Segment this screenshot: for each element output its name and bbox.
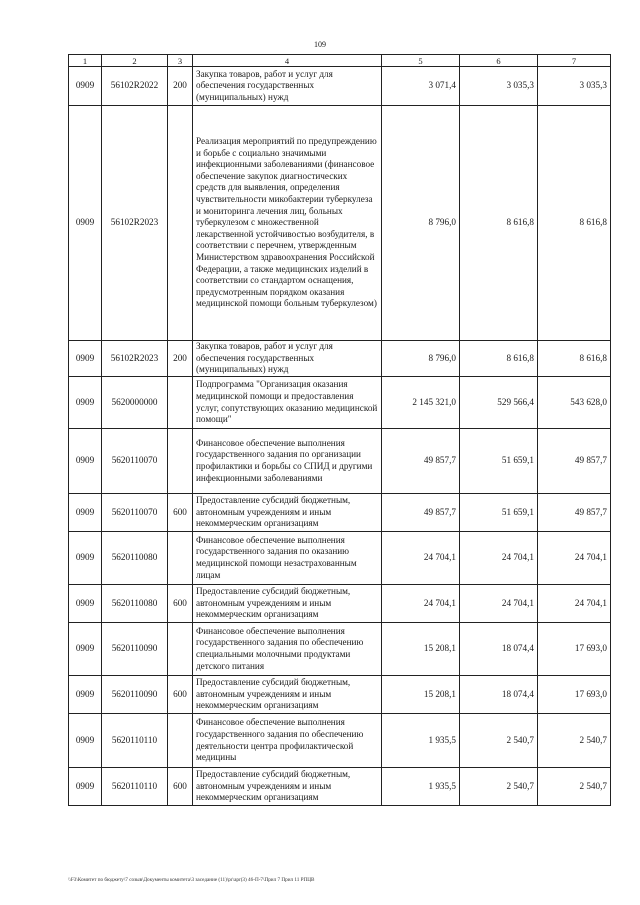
target-item-code: 5620110070 (102, 494, 168, 532)
table-row (69, 585, 611, 623)
page-number: 109 (314, 40, 326, 49)
column-header: 5 (382, 55, 460, 67)
table-row (69, 67, 611, 106)
amount-col5: 49 857,7 (382, 429, 460, 494)
amount-col7: 17 693,0 (538, 623, 611, 676)
table-row (69, 532, 611, 585)
section-code: 0909 (69, 676, 102, 714)
target-item-code: 56102R2022 (102, 67, 168, 106)
target-item-code: 5620110070 (102, 429, 168, 494)
item-name: Закупка товаров, работ и услуг для обеспечения государственных (муниципальных) нужд (193, 341, 382, 377)
expense-type-code (168, 714, 193, 768)
amount-col7: 17 693,0 (538, 676, 611, 714)
table-row (69, 341, 611, 377)
expense-type-code: 200 (168, 67, 193, 106)
table-row (69, 714, 611, 768)
expense-type-code: 600 (168, 585, 193, 623)
amount-col5: 15 208,1 (382, 676, 460, 714)
item-name: Реализация мероприятий по предупреждению и борьбе с социально значимыми инфекционными заболеваниями (финансовое обеспечение закупок диагностических средств для выявления, определения чувствительности микобактерии туберкулеза и мониторинга лечения лиц, больных туберкулезом с множественной лекарственной устойчивостью возбудителя, в соответствии с перечнем, утвержденным Министерством здравоохранения Российской Федерации, а также медицинских изделий в соответствии со стандартом оснащения, предусмотренным порядком оказания медицинской помощи больным туберкулезом) (193, 106, 382, 341)
table-row (69, 676, 611, 714)
target-item-code: 5620110110 (102, 714, 168, 768)
amount-col7: 49 857,7 (538, 494, 611, 532)
item-name: Предоставление субсидий бюджетным, автономным учреждениям и иным некоммерческим организациям (193, 585, 382, 623)
amount-col7: 8 616,8 (538, 106, 611, 341)
amount-col7: 24 704,1 (538, 532, 611, 585)
target-item-code: 5620000000 (102, 377, 168, 429)
amount-col5: 8 796,0 (382, 341, 460, 377)
header-row (69, 55, 611, 67)
amount-col6: 2 540,7 (460, 714, 538, 768)
target-item-code: 5620110090 (102, 623, 168, 676)
amount-col7: 2 540,7 (538, 714, 611, 768)
item-name: Финансовое обеспечение выполнения государственного задания по организации профилактики и борьбы со СПИД и другими инфекционными заболеваниями (193, 429, 382, 494)
column-header: 4 (193, 55, 382, 67)
amount-col6: 18 074,4 (460, 623, 538, 676)
amount-col7: 3 035,3 (538, 67, 611, 106)
amount-col6: 3 035,3 (460, 67, 538, 106)
amount-col6: 51 659,1 (460, 429, 538, 494)
target-item-code: 5620110090 (102, 676, 168, 714)
column-header: 6 (460, 55, 538, 67)
table-row (69, 106, 611, 341)
amount-col6: 51 659,1 (460, 494, 538, 532)
item-name: Предоставление субсидий бюджетным, автономным учреждениям и иным некоммерческим организациям (193, 494, 382, 532)
amount-col5: 1 935,5 (382, 714, 460, 768)
target-item-code: 56102R2023 (102, 106, 168, 341)
section-code: 0909 (69, 106, 102, 341)
amount-col7: 8 616,8 (538, 341, 611, 377)
amount-col5: 15 208,1 (382, 623, 460, 676)
item-name: Предоставление субсидий бюджетным, автономным учреждениям и иным некоммерческим организациям (193, 676, 382, 714)
target-item-code: 56102R2023 (102, 341, 168, 377)
section-code: 0909 (69, 585, 102, 623)
item-name: Финансовое обеспечение выполнения государственного задания по обеспечению деятельности центра профилактической медицины (193, 714, 382, 768)
amount-col5: 24 704,1 (382, 585, 460, 623)
amount-col5: 1 935,5 (382, 768, 460, 806)
amount-col6: 8 616,8 (460, 106, 538, 341)
amount-col6: 24 704,1 (460, 532, 538, 585)
amount-col6: 529 566,4 (460, 377, 538, 429)
section-code: 0909 (69, 67, 102, 106)
section-code: 0909 (69, 341, 102, 377)
table-row (69, 494, 611, 532)
amount-col5: 49 857,7 (382, 494, 460, 532)
item-name: Финансовое обеспечение выполнения государственного задания по обеспечению специальными молочными продуктами детского питания (193, 623, 382, 676)
column-header: 7 (538, 55, 611, 67)
amount-col6: 24 704,1 (460, 585, 538, 623)
section-code: 0909 (69, 532, 102, 585)
section-code: 0909 (69, 429, 102, 494)
amount-col6: 2 540,7 (460, 768, 538, 806)
budget-table (68, 54, 611, 806)
amount-col5: 2 145 321,0 (382, 377, 460, 429)
expense-type-code (168, 532, 193, 585)
expense-type-code: 600 (168, 494, 193, 532)
amount-col5: 24 704,1 (382, 532, 460, 585)
table-row (69, 429, 611, 494)
amount-col7: 49 857,7 (538, 429, 611, 494)
column-header: 3 (168, 55, 193, 67)
section-code: 0909 (69, 714, 102, 768)
amount-col6: 18 074,4 (460, 676, 538, 714)
table-row (69, 768, 611, 806)
amount-col7: 24 704,1 (538, 585, 611, 623)
amount-col5: 3 071,4 (382, 67, 460, 106)
expense-type-code (168, 377, 193, 429)
amount-col6: 8 616,8 (460, 341, 538, 377)
expense-type-code: 200 (168, 341, 193, 377)
section-code: 0909 (69, 494, 102, 532)
target-item-code: 5620110080 (102, 532, 168, 585)
expense-type-code (168, 429, 193, 494)
target-item-code: 5620110080 (102, 585, 168, 623)
item-name: Предоставление субсидий бюджетным, автономным учреждениям и иным некоммерческим организациям (193, 768, 382, 806)
target-item-code: 5620110110 (102, 768, 168, 806)
section-code: 0909 (69, 623, 102, 676)
amount-col7: 543 628,0 (538, 377, 611, 429)
item-name: Подпрограмма "Организация оказания медицинской помощи и предоставления услуг, сопутствующих оказанию медицинской помощи" (193, 377, 382, 429)
item-name: Финансовое обеспечение выполнения государственного задания по оказанию медицинской помощи незастрахованным лицам (193, 532, 382, 585)
amount-col7: 2 540,7 (538, 768, 611, 806)
column-header: 1 (69, 55, 102, 67)
footer-file-path: \\F3\Комитет по бюджету\7 созыв\Документы комитета\3 заседание (11)\pr\apr(3) 46-П-7\Прил 7 Прил 11 РПЦВ (68, 877, 315, 883)
expense-type-code (168, 106, 193, 341)
section-code: 0909 (69, 377, 102, 429)
item-name: Закупка товаров, работ и услуг для обеспечения государственных (муниципальных) нужд (193, 67, 382, 106)
amount-col5: 8 796,0 (382, 106, 460, 341)
table-row (69, 377, 611, 429)
expense-type-code: 600 (168, 768, 193, 806)
expense-type-code (168, 623, 193, 676)
section-code: 0909 (69, 768, 102, 806)
expense-type-code: 600 (168, 676, 193, 714)
table-row (69, 623, 611, 676)
column-header: 2 (102, 55, 168, 67)
